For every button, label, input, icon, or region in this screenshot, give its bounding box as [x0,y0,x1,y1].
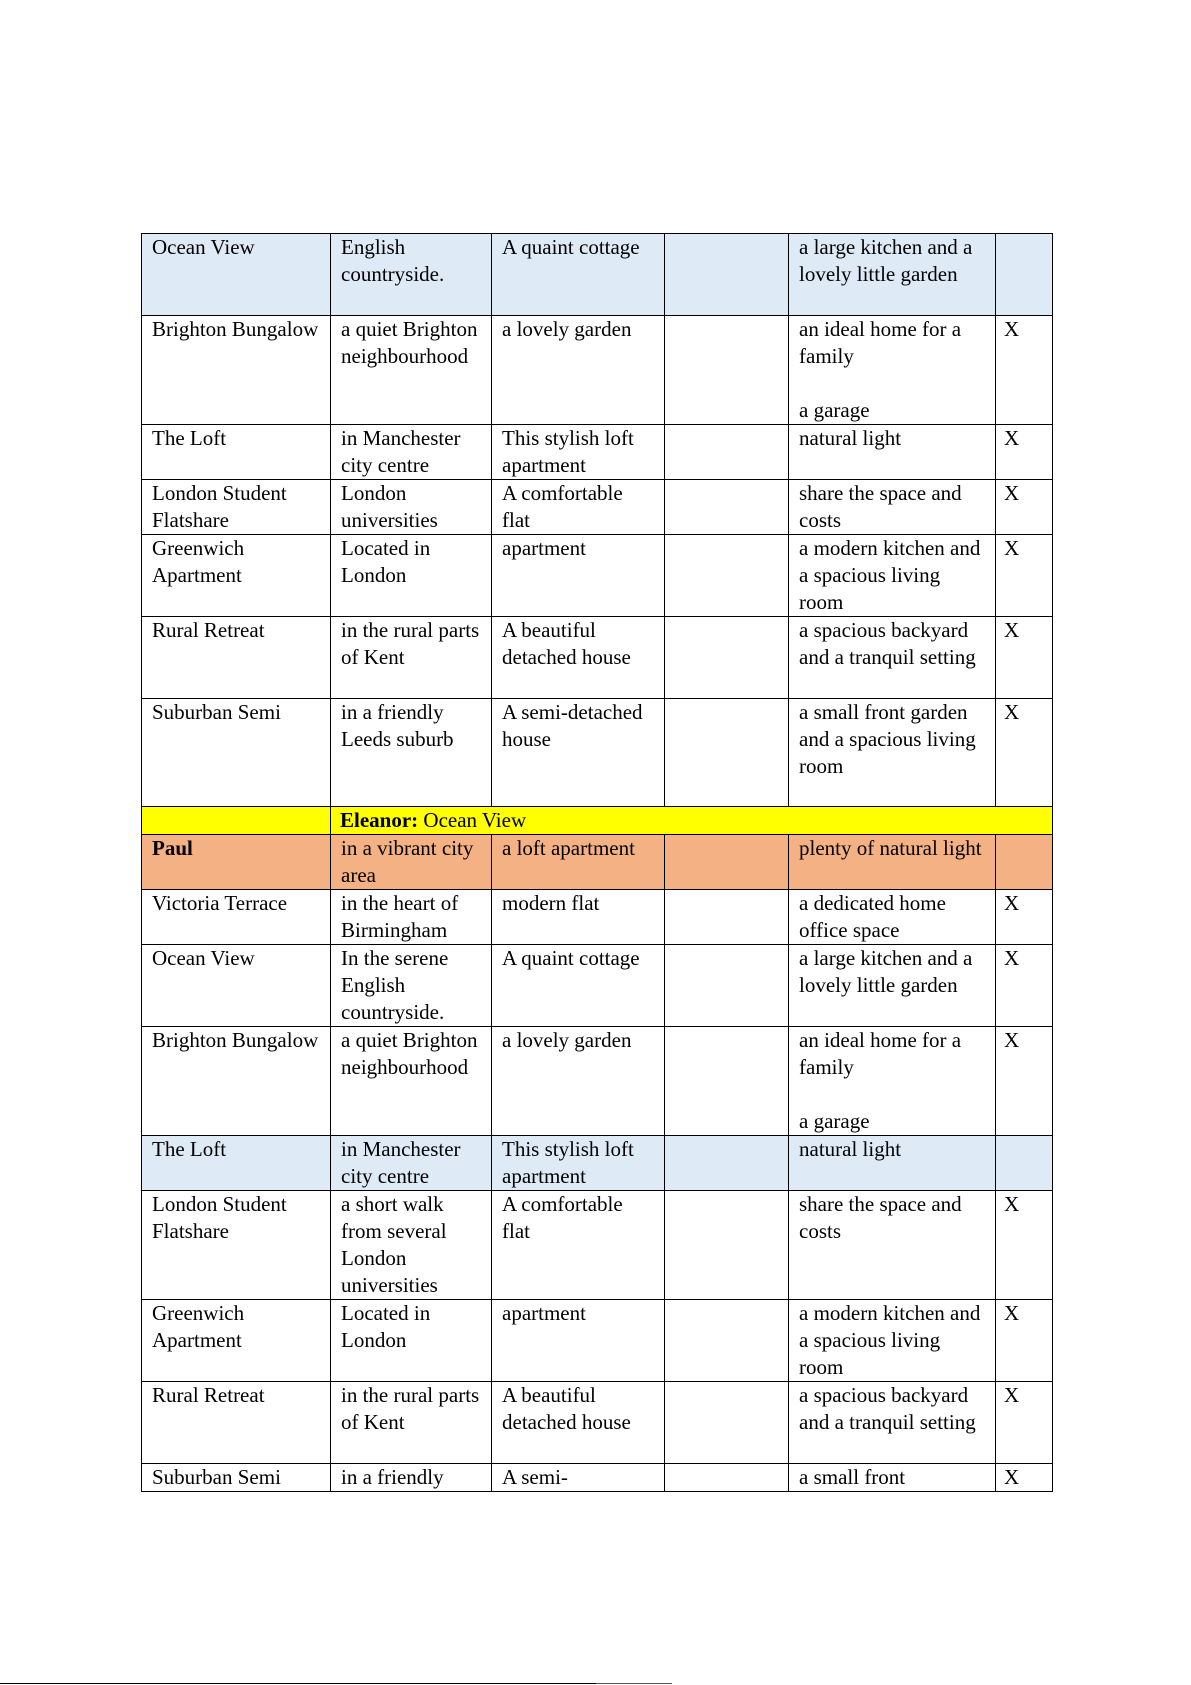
cell-empty [665,1464,789,1492]
cell-mark: X [996,1027,1053,1136]
table-row [142,1300,1053,1382]
cell-name: London Student Flatshare [142,480,331,535]
cell-empty [665,1300,789,1382]
cell-name: Rural Retreat [142,1382,331,1464]
cell-feature: an ideal home for a family a garage [789,1027,996,1136]
paul-name: Paul [152,836,193,860]
cell-type: apartment [492,535,665,617]
cell-name: Brighton Bungalow [142,1027,331,1136]
cell-empty [665,945,789,1027]
table-row [142,316,1053,425]
cell-location: Located in London [331,535,492,617]
banner-row [142,807,1053,835]
table-row [142,890,1053,945]
cell-empty [665,535,789,617]
cell-location: In the serene English countryside. [331,945,492,1027]
cell-type: a lovely garden [492,1027,665,1136]
cell-name: Brighton Bungalow [142,316,331,425]
table-body-bottom [142,890,1053,1492]
cell-feature: an ideal home for a family a garage [789,316,996,425]
cell-location: in the rural parts of Kent [331,617,492,699]
banner-cell [331,807,1053,835]
cell-type: modern flat [492,890,665,945]
cell-feature: natural light [789,425,996,480]
cell-feature: a spacious backyard and a tranquil setting [789,617,996,699]
cell-name: London Student Flatshare [142,1191,331,1300]
paul-row [142,835,1053,890]
cell-name: The Loft [142,425,331,480]
page-bottom-rule [0,1683,596,1684]
cell-type: A semi-detached house [492,699,665,807]
cell-empty [665,1382,789,1464]
cell-type: This stylish loft apartment [492,1136,665,1191]
cell-location: London universities [331,480,492,535]
paul-cell-empty [665,835,789,890]
cell-location: a short walk from several London universities [331,1191,492,1300]
cell-empty [665,316,789,425]
cell-mark: X [996,617,1053,699]
cell-location: in a friendly [331,1464,492,1492]
paul-cell-name [142,835,331,890]
cell-feature: a small front [789,1464,996,1492]
cell-empty [665,699,789,807]
cell-name: Suburban Semi [142,699,331,807]
cell-name: The Loft [142,1136,331,1191]
table-body-banner [142,807,1053,890]
cell-location: in a friendly Leeds suburb [331,699,492,807]
table-row [142,535,1053,617]
page-bottom-rule-2 [596,1683,672,1684]
cell-feature: a spacious backyard and a tranquil setting [789,1382,996,1464]
banner-text: Ocean View [418,808,527,832]
table-row [142,1136,1053,1191]
cell-feature: a modern kitchen and a spacious living room [789,1300,996,1382]
cell-name: Greenwich Apartment [142,535,331,617]
table-row [142,1191,1053,1300]
cell-feature: a large kitchen and a lovely little garden [789,945,996,1027]
cell-name: Ocean View [142,234,331,316]
cell-type: apartment [492,1300,665,1382]
cell-mark: X [996,316,1053,425]
cell-location: a quiet Brighton neighbourhood [331,1027,492,1136]
banner-spacer-cell [142,807,331,835]
cell-empty [665,1027,789,1136]
cell-feature: a modern kitchen and a spacious living room [789,535,996,617]
table-body-top [142,234,1053,807]
cell-type: A quaint cottage [492,234,665,316]
cell-location: in the rural parts of Kent [331,1382,492,1464]
cell-empty [665,234,789,316]
paul-cell-location: in a vibrant city area [331,835,492,890]
cell-mark: X [996,945,1053,1027]
cell-location: in Manchester city centre [331,425,492,480]
cell-name: Suburban Semi [142,1464,331,1492]
cell-mark: X [996,699,1053,807]
cell-name: Ocean View [142,945,331,1027]
cell-feature: a small front garden and a spacious living room [789,699,996,807]
cell-mark: X [996,1300,1053,1382]
table-row [142,1027,1053,1136]
cell-location: English countryside. [331,234,492,316]
cell-mark: X [996,890,1053,945]
cell-mark: X [996,425,1053,480]
paul-cell-type: a loft apartment [492,835,665,890]
cell-empty [665,890,789,945]
cell-empty [665,1136,789,1191]
table-row [142,480,1053,535]
cell-name: Rural Retreat [142,617,331,699]
cell-type: A comfortable flat [492,1191,665,1300]
cell-empty [665,617,789,699]
paul-cell-feature: plenty of natural light [789,835,996,890]
table-row [142,1382,1053,1464]
table-row [142,425,1053,480]
table-row [142,1464,1053,1492]
cell-type: a lovely garden [492,316,665,425]
cell-location: in Manchester city centre [331,1136,492,1191]
cell-mark: X [996,1191,1053,1300]
banner-name: Eleanor: [340,808,419,832]
table-row [142,945,1053,1027]
cell-type: A semi- [492,1464,665,1492]
table-row [142,699,1053,807]
cell-mark: X [996,535,1053,617]
cell-location: in the heart of Birmingham [331,890,492,945]
cell-mark: X [996,1464,1053,1492]
cell-feature: share the space and costs [789,1191,996,1300]
cell-empty [665,1191,789,1300]
cell-feature: a dedicated home office space [789,890,996,945]
cell-location: Located in London [331,1300,492,1382]
cell-type: This stylish loft apartment [492,425,665,480]
cell-location: a quiet Brighton neighbourhood [331,316,492,425]
property-table [141,233,1053,1492]
cell-name: Greenwich Apartment [142,1300,331,1382]
cell-mark [996,234,1053,316]
cell-type: A beautiful detached house [492,1382,665,1464]
paul-cell-mark [996,835,1053,890]
cell-feature: share the space and costs [789,480,996,535]
cell-name: Victoria Terrace [142,890,331,945]
cell-empty [665,425,789,480]
cell-mark [996,1136,1053,1191]
cell-empty [665,480,789,535]
cell-mark: X [996,1382,1053,1464]
table-row [142,617,1053,699]
cell-type: A comfortable flat [492,480,665,535]
cell-mark: X [996,480,1053,535]
cell-type: A beautiful detached house [492,617,665,699]
cell-type: A quaint cottage [492,945,665,1027]
cell-feature: a large kitchen and a lovely little garden [789,234,996,316]
table-row [142,234,1053,316]
cell-feature: natural light [789,1136,996,1191]
